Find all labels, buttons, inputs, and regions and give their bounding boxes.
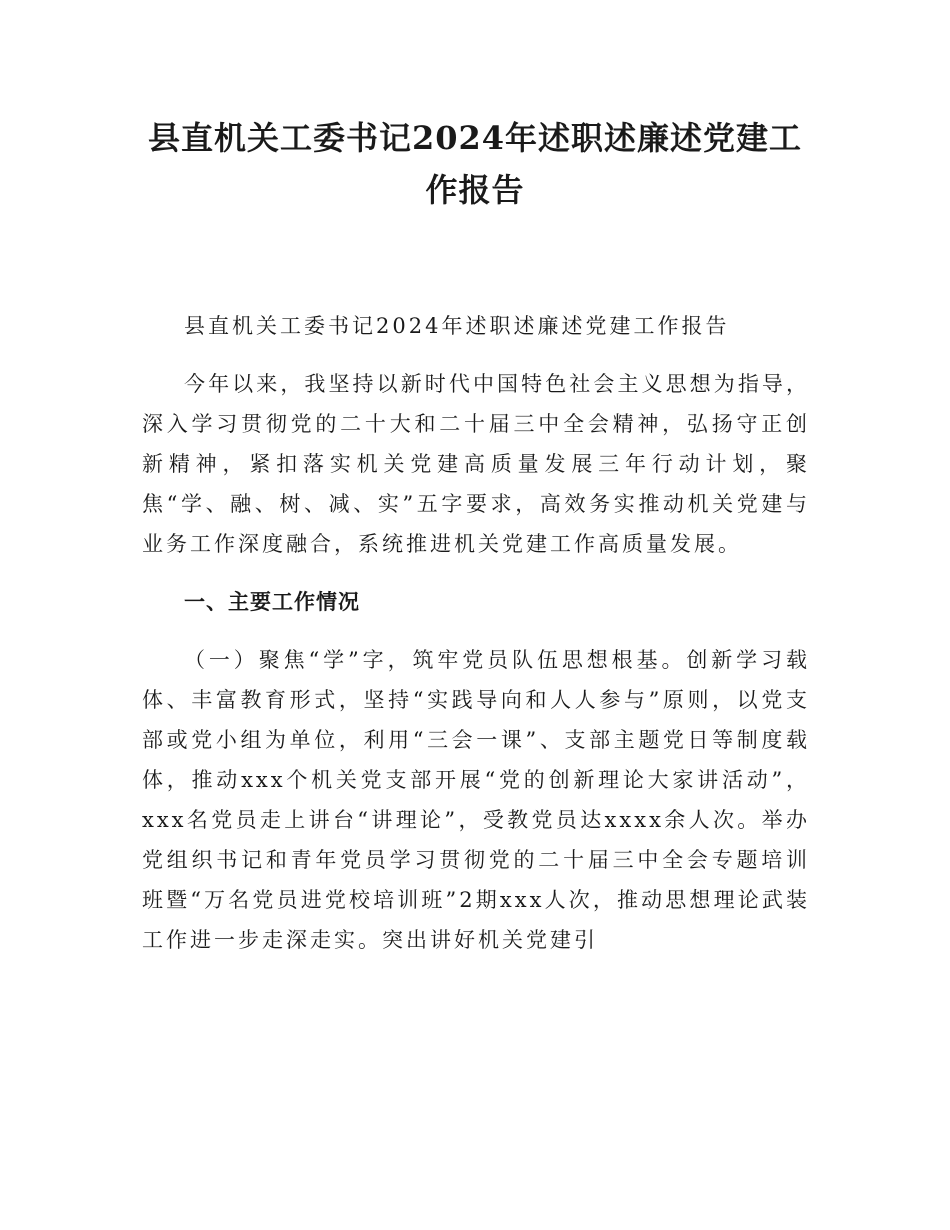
section-heading: 一、主要工作情况: [184, 590, 360, 614]
document-title: 县直机关工委书记2024年述职述廉述党建工作报告: [147, 119, 803, 209]
intro-paragraph: 今年以来，我坚持以新时代中国特色社会主义思想为指导，深入学习贯彻党的二十大和二十届三中全会精神，弘扬守正创新精神，紧扣落实机关党建高质量发展三年行动计划，聚焦“学、融、树、减、实”五字要求，高效务实推动机关党建与业务工作深度融合，系统推进机关党建工作高质量发展。: [142, 372, 810, 556]
subtitle-line: 县直机关工委书记2024年述职述廉述党建工作报告: [184, 314, 730, 338]
section-paragraph: （一）聚焦“学”字，筑牢党员队伍思想根基。创新学习载体、丰富教育形式，坚持“实践导向和人人参与”原则，以党支部或党小组为单位，利用“三会一课”、支部主题党日等制度载体，推动xxx个机关党支部开展“党的创新理论大家讲活动”，xxx名党员走上讲台“讲理论”，受教党员达xxxx余人次。举办党组织书记和青年党员学习贯彻党的二十届三中全会专题培训班暨“万名党员进党校培训班”2期xxx人次，推动思想理论武装工作进一步走深走实。突出讲好机关党建引: [142, 648, 810, 952]
document-body: [142, 306, 810, 978]
